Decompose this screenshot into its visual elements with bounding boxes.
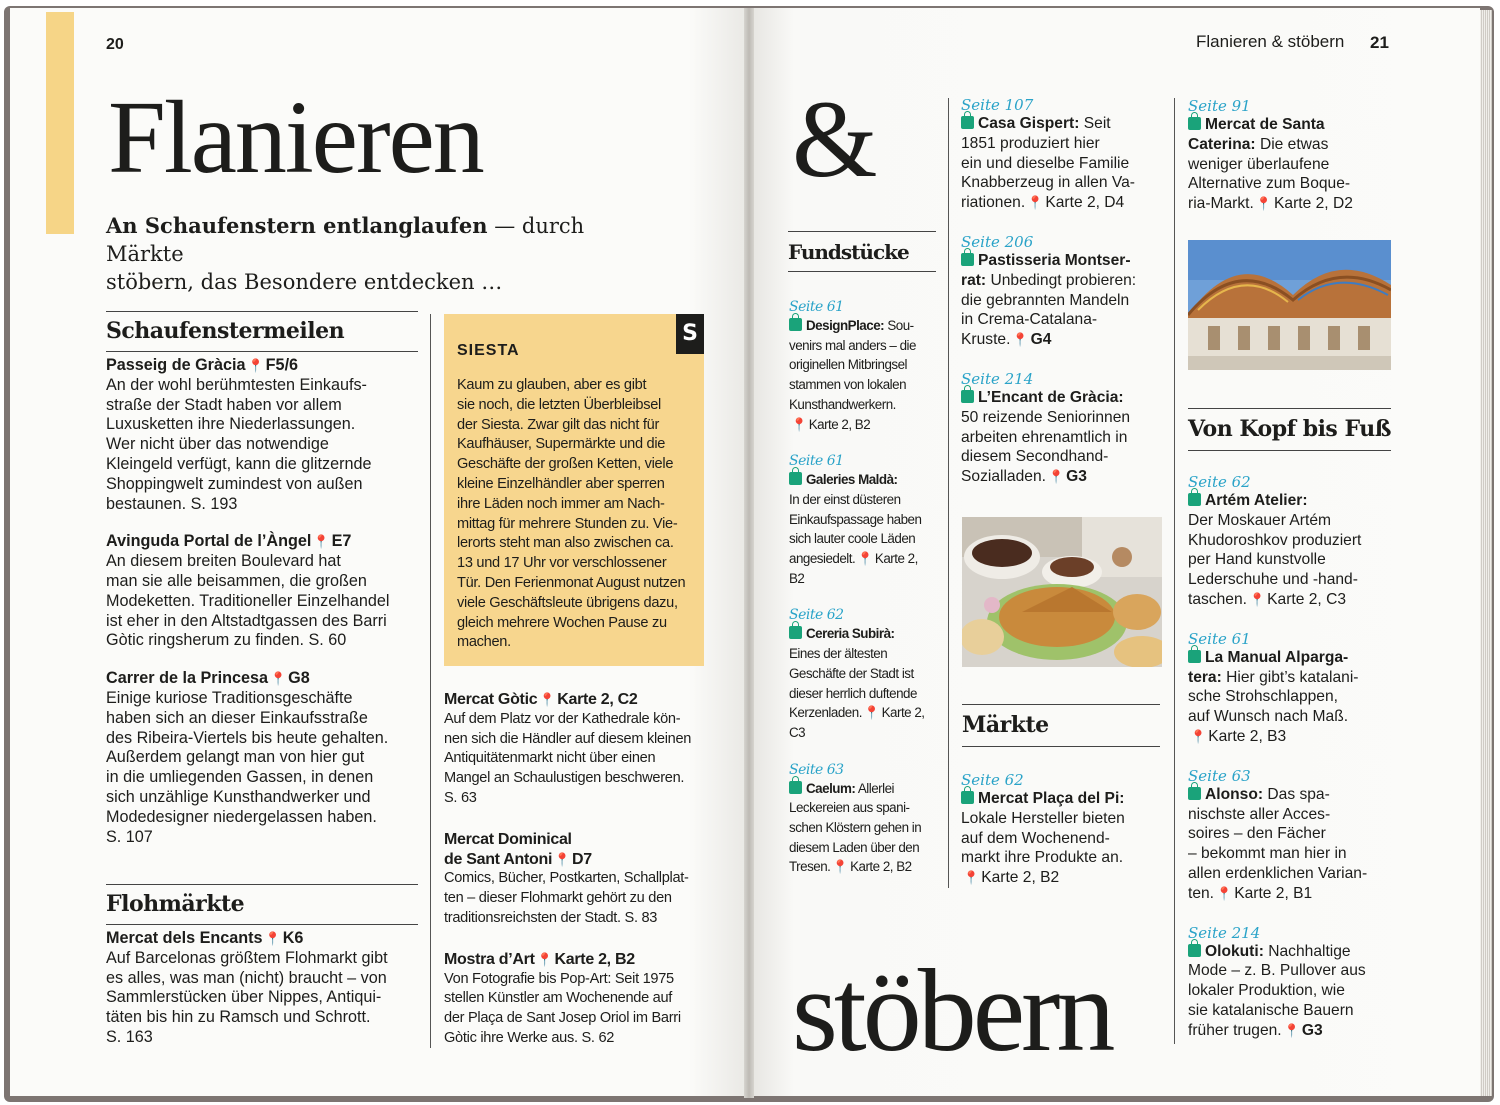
page-ref: Seite 63 [1188,766,1251,785]
entry-line: Eines der ältesten [789,646,888,662]
entry [1188,630,1400,747]
map-ref: Karte 2, [881,705,925,721]
map-ref: G3 [1066,468,1087,486]
entry-name: Mercat dels Encants [106,929,263,947]
entry-line: dieser herrlich duftende [789,685,917,701]
siesta-badge: S [676,314,704,354]
shopping-bag-icon [961,791,974,804]
page-ref: Seite 61 [789,453,844,470]
entry-line: 1851 produziert hier [961,134,1100,152]
entry-line: diesem Laden über den [789,839,920,855]
entry-line: – bekommt man hier in [1188,845,1347,863]
entry-line: riationen. [961,194,1026,212]
entry-name: Pastisseria Montser- [978,251,1131,269]
rule [788,271,936,272]
entry-maerkte [961,771,1167,888]
entry-line: Kerzenladen. [789,705,862,721]
map-ref: Karte 2, C3 [1267,590,1347,608]
entry-line: Unbedingt probieren: [990,271,1137,289]
entry-line: Gòtic ihre Werke aus. S. 62 [444,1029,615,1046]
page-ref: Seite 62 [961,771,1024,789]
entry-line: Luxusketten ihre Niederlassungen. [106,415,356,434]
siesta-line: Tür. Den Ferienmonat August nutzen [457,574,686,591]
map-pin-icon: 📍 [264,931,281,946]
page-ref: Seite 107 [961,96,1034,114]
rule [106,884,418,885]
entry-line: nen sich die Händler auf diesem kleinen [444,730,692,747]
entry-line: 50 reizende Seniorinnen [961,408,1131,426]
map-pin-icon: 📍 [1012,332,1029,348]
entry-name: Passeig de Gràcia [106,356,246,374]
entry-name: Carrer de la Princesa [106,669,268,688]
subtitle-bold: An Schaufenstern entlanglaufen [106,213,488,238]
map-pin-icon: 📍 [963,870,980,886]
siesta-line: ihre Läden noch immer am Nach- [457,495,665,512]
entry-line: ist eher in den Altstadtgassen des Barri [106,611,387,630]
entry-line: ria-Markt. [1188,195,1254,213]
entry-line: Antiquitätenmarkt nicht über einen [444,750,656,767]
entry-name-2: de Sant Antoni [444,850,553,868]
entry-line: Einkaufspassage haben [789,511,922,527]
entry-line: Gòtic ringsherum zu finden. S. 60 [106,631,347,650]
entry [961,370,1167,487]
map-ref: Karte 2, [874,551,918,567]
rule [788,231,936,232]
map-pin-icon: 📍 [1283,1022,1300,1038]
pastry-photo-image [962,517,1162,667]
siesta-box [444,314,704,666]
map-pin-icon: 📍 [1047,469,1065,485]
map-pin-icon: 📍 [1190,728,1207,744]
grid-ref: K6 [282,929,304,947]
shopping-bag-icon [789,472,802,485]
map-pin-icon: 📍 [791,416,807,432]
siesta-line: machen. [457,634,511,651]
entry-line: Sozialladen. [961,468,1046,486]
siesta-line: Kaum zu glauben, aber es gibt [457,377,647,393]
entry [961,96,1167,213]
map-ref: Karte 2, B1 [1234,884,1313,902]
entry-line: auf dem Wochenend- [961,829,1110,847]
entry-name: Cereria Subirà: [806,626,895,642]
rule [962,704,1160,705]
entry-name-2: rat: [961,271,987,289]
entry-name: Galeries Maldà: [806,472,898,488]
entry-block-col3 [961,96,1167,487]
entry-line: Modeketten. Traditioneller Einzelhandel [106,591,390,610]
entry-line: des Ribeira-Viertels bis heute gehalten. [106,728,389,747]
entry-block-fundstuecke [789,298,939,877]
map-ref: Karte 2, B3 [1208,727,1287,745]
entry-name: Mercat de Santa [1205,116,1325,133]
entry-line: S. 107 [106,827,153,846]
entry [1188,473,1400,610]
shopping-bag-icon [1188,493,1201,506]
entry-name: Alonso: [1205,785,1264,803]
page-ref: Seite 61 [1188,629,1251,648]
entry-line: Von Fotografie bis Pop-Art: Seit 1975 [444,970,674,987]
ampersand: & [792,78,876,200]
entry-line: Seit [1083,115,1111,132]
entry-line: Comics, Bücher, Postkarten, Schallplat- [444,870,689,887]
entry-line: ein und dieselbe Familie [961,154,1130,172]
map-pin-icon: 📍 [1255,196,1273,212]
entry-line: Shoppingwelt zumindest von außen [106,474,363,493]
entry-line: taschen. [1188,590,1247,608]
grid-ref: G8 [288,669,310,688]
entry-line: venirs mal anders – die [789,337,916,353]
grid-ref: Karte 2, C2 [557,691,638,708]
entry-line: sche Strohschlappen, [1188,688,1338,706]
page-ref: Seite 61 [789,299,844,315]
grid-ref: Karte 2, B2 [554,950,635,968]
map-pin-icon: 📍 [247,358,264,373]
entry-name-2: Caterina: [1188,135,1256,153]
pastry-photo [962,517,1162,667]
rule [1188,450,1391,451]
page-ref: Seite 206 [961,232,1034,251]
section-heading-maerkte: Märkte [962,712,1049,738]
siesta-line: Geschäfte der großen Ketten, viele [457,456,674,473]
entry-block-flohmaerkte [106,929,424,1048]
entry-line: sich lauter coole Läden [789,531,916,547]
entry-line: Mode – z. B. Pullover aus [1188,962,1366,980]
map-ref: Karte 2, D2 [1274,195,1353,213]
map-pin-icon: 📍 [863,705,880,721]
entry-line: in Crema-Catalana- [961,311,1098,329]
entry-line: man sie alle beisammen, die großen [106,571,367,590]
shopping-bag-icon [789,781,802,794]
entry-line: ten – dieser Flohmarkt gehört zu den [444,890,672,907]
entry-line: Tresen. [789,859,831,875]
entry-line: Auf Barcelonas größtem Flohmarkt gibt [106,948,388,967]
entry-col4-top [1188,97,1398,214]
rule [106,351,418,352]
entry-line: Alternative zum Boque- [1188,175,1351,193]
siesta-line: sie noch, die letzten Überbleibsel [457,396,661,413]
entry-line: Der Moskauer Artém [1188,511,1331,529]
market-photo-image [1188,240,1391,370]
siesta-line: 13 und 17 Uhr vor verschlossener [457,555,667,572]
entry-block-schaufenster [106,356,424,847]
siesta-line: lerorts steht man also zwischen ca. [457,535,674,552]
entry-line: per Hand kunstvolle [1188,551,1326,569]
entry-name: Avinguda Portal de l’Àngel [106,532,312,551]
entry [444,690,714,809]
shopping-bag-icon [1188,944,1201,957]
column-divider [948,98,949,888]
page-number-right: 21 [1370,33,1389,52]
page-ref: Seite 62 [1188,473,1251,491]
book-gutter [744,8,754,1098]
shopping-bag-icon [1188,117,1201,130]
entry-line: S. 163 [106,1027,153,1046]
map-pin-icon: 📍 [1248,591,1266,607]
entry [106,669,424,847]
page-ref: Seite 62 [789,607,844,624]
map-pin-icon: 📍 [1027,195,1044,211]
column-divider [1174,98,1175,1044]
map-pin-icon: 📍 [539,692,556,707]
running-head: Flanieren & stöbern [1196,32,1345,51]
entry-line: nischste aller Acces- [1188,805,1331,823]
siesta-line: mittag für mehrere Stunden zu. Vie- [457,515,678,532]
entry-line: An diesem breiten Boulevard hat [106,552,341,571]
siesta-text [457,376,702,653]
entry-line: Nachhaltige [1268,942,1351,960]
entry [106,532,424,651]
map-pin-icon: 📍 [857,551,873,567]
entry-name: Casa Gispert: [978,115,1080,132]
shopping-bag-icon [789,318,802,331]
subtitle-rest: — durch Märkte [106,214,585,266]
entry-line: sich unzählige Kunsthandwerker und [106,787,371,806]
map-ref-2: C3 [789,724,806,740]
entry-line: haben sich an dieser Einkaufsstraße [106,708,368,727]
subtitle-line2: stöbern, das Besondere entdecken … [106,270,503,294]
entry-line: Außerdem gelangt man von hier gut [106,748,365,767]
entry-line: arbeiten ehrenamtlich in [961,428,1128,446]
entry-line: markt ihre Produkte an. [961,849,1124,867]
entry-name: Mercat Plaça del Pi: [978,790,1125,807]
siesta-line: viele Geschäftsleute übrigens dazu, [457,594,678,611]
entry-line: Auf dem Platz vor der Kathedrale kön- [444,710,681,727]
entry-line: Wer nicht über das notwendige [106,435,329,454]
entry-line: Sammlerstücken über Nippes, Antiqui- [106,988,382,1007]
subtitle [106,212,666,296]
entry-line: lokaler Produktion, wie [1188,982,1345,1000]
entry-name: Olokuti: [1205,942,1264,960]
entry-line: diesem Secondhand- [961,448,1109,466]
market-photo [1188,240,1391,370]
entry-name: Mercat Dominical [444,830,572,848]
entry-line: soires – den Fächer [1188,825,1326,843]
page-ref: Seite 214 [961,369,1034,388]
shopping-bag-icon [961,116,974,129]
entry-line: allen erdenklichen Varian- [1188,864,1368,882]
entry-line: Das spa- [1267,785,1330,803]
entry-line: Knabberzeug in allen Va- [961,174,1135,192]
map-pin-icon: 📍 [832,859,849,875]
section-heading-fundstuecke: Fundstücke [788,240,909,264]
rule [1188,408,1391,409]
entry-line: stammen von lokalen [789,377,907,393]
map-ref: G3 [1301,1021,1323,1039]
entry-line: Khudoroshkov produziert [1188,531,1362,549]
entry [789,606,939,742]
entry-line: Lederschuhe und -hand- [1188,571,1358,589]
entry-name: Mercat Gòtic [444,691,538,708]
rule [106,311,418,312]
entry-line: straße der Stadt haben vor allem [106,395,342,414]
shopping-bag-icon [789,626,802,639]
map-ref: G4 [1030,331,1052,349]
map-ref-2: B2 [789,570,805,586]
entry-line: Kruste. [961,331,1011,349]
grid-ref: F5/6 [265,356,299,374]
siesta-line: gleich mehrere Wochen Pause zu [457,614,667,631]
page-ref: Seite 63 [789,761,844,778]
entry-name: La Manual Alparga- [1205,648,1349,666]
map-pin-icon: 📍 [269,671,287,687]
rule [106,924,418,925]
entry-line: die gebrannten Mandeln [961,291,1130,309]
entry [106,356,424,514]
siesta-line: Kaufhäuser, Supermärkte und die [457,436,666,453]
page-title: Flanieren [108,80,483,195]
siesta-line: kleine Einzelhändler aber sperren [457,475,665,492]
shopping-bag-icon [1188,650,1201,663]
entry-line: sie katalanische Bauern [1188,1001,1354,1019]
entry-line: S. 63 [444,789,477,806]
map-pin-icon: 📍 [313,534,330,550]
entry-line: auf Wunsch nach Maß. [1188,708,1349,726]
entry-line: Sou- [887,318,914,333]
entry-line: Kleingeld verfügt, kann die glitzernde [106,454,372,473]
map-pin-icon: 📍 [536,951,553,967]
page-ref: Seite 214 [1188,923,1261,942]
page-edges [1478,10,1492,1096]
shopping-bag-icon [961,390,974,403]
big-word-stoebern: stöbern [792,945,1112,1076]
entry-line: originellen Mitbringsel [789,357,908,373]
grid-ref: E7 [331,532,352,551]
entry-line: schen Klöstern gehen in [789,820,922,836]
map-ref: Karte 2, B2 [850,859,912,875]
entry [789,452,939,588]
entry-line: der Plaça de Sant Josep Oriol im Barri [444,1010,681,1027]
siesta-heading: SIESTA [457,342,520,359]
entry-name: L’Encant de Gràcia: [978,388,1124,406]
entry-line: An der wohl berühmtesten Einkaufs- [106,375,367,394]
section-heading-flohmaerkte: Flohmärkte [106,891,245,917]
entry [444,950,714,1049]
entry [961,233,1167,350]
map-ref: Karte 2, B2 [808,416,871,432]
entry-line: Die etwas [1259,135,1329,153]
entry [789,761,939,878]
entry-line: Kunsthandwerkern. [789,396,896,412]
entry [1188,767,1400,904]
rule [962,746,1160,747]
entry-line: angesiedelt. [789,551,856,567]
entry-name: Artém Atelier: [1205,492,1308,509]
entry-line: Geschäfte der Stadt ist [789,665,914,681]
entry-line: früher trugen. [1188,1021,1282,1039]
entry-line: Mangel an Schaulustigen beschweren. [444,770,685,787]
entry [789,298,939,434]
map-pin-icon: 📍 [1216,885,1233,901]
entry-line: stellen Künstler am Wochenende auf [444,990,673,1007]
entry-line: es alles, was man (nicht) braucht – von [106,968,387,987]
map-ref: Karte 2, B2 [981,869,1060,887]
entry [1188,924,1400,1041]
entry [444,830,714,929]
page-number-left: 20 [106,36,124,53]
entry-name: DesignPlace: [806,318,885,333]
entry-name-2: tera: [1188,668,1222,686]
shopping-bag-icon [961,253,974,266]
entry-line: Modedesigner niedergelassen haben. [106,807,377,826]
entry-line: Einige kuriose Traditionsgeschäfte [106,688,353,707]
section-heading-schaufenster: Schaufenstermeilen [106,318,345,344]
entry-line: Allerlei [857,780,895,796]
grid-ref: D7 [571,850,592,868]
entry-block-middle [444,690,714,1049]
shopping-bag-icon [1188,787,1201,800]
entry-line: ten. [1188,884,1215,902]
entry-line: Lokale Hersteller bieten [961,809,1125,827]
map-pin-icon: 📍 [554,851,570,867]
entry-block-kopf [1188,473,1400,1041]
entry-line: Leckereien aus spani- [789,800,910,816]
map-ref: Karte 2, D4 [1045,194,1125,212]
entry-line: bestaunen. S. 193 [106,494,238,513]
section-heading-kopf: Von Kopf bis Fuß [1188,416,1391,442]
yellow-accent-tab [46,12,74,234]
siesta-line: der Siesta. Zwar gilt das nicht für [457,416,660,433]
page-ref: Seite 91 [1188,97,1251,115]
entry-name: Caelum: [806,780,856,796]
entry-line: traditionsreichsten der Stadt. S. 83 [444,909,658,926]
entry-line: weniger überlaufene [1188,155,1330,173]
entry-name: Mostra d’Art [444,950,535,968]
entry-line: in die umliegenden Gassen, in denen [106,768,374,787]
entry-line: täten bis hin zu Ramsch und Schrott. [106,1008,371,1027]
entry-line: In der einst düsteren [789,491,901,507]
column-divider [430,314,431,1048]
entry-line: Hier gibt’s katalani- [1226,668,1359,686]
